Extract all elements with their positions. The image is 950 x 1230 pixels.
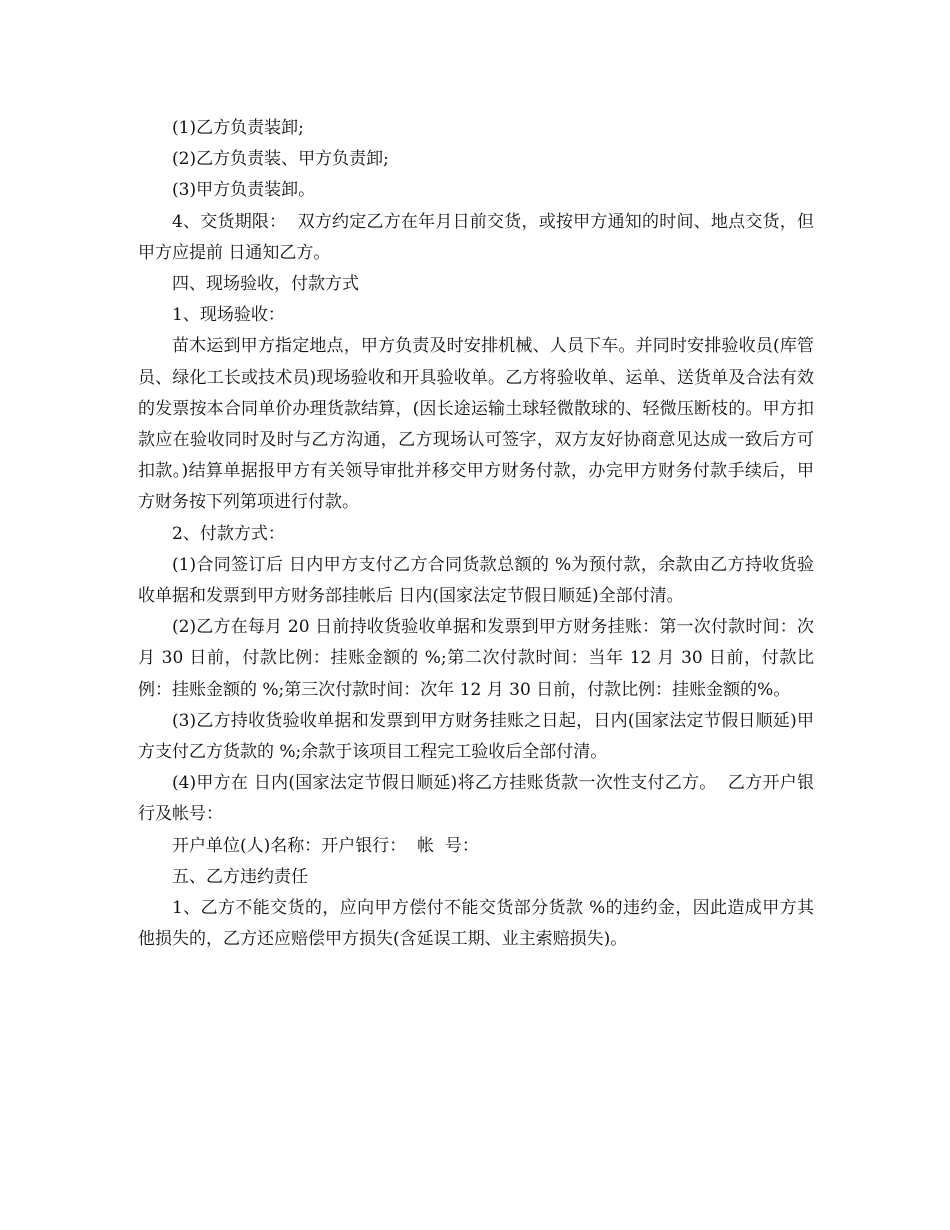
paragraph-liability-1: 1、乙方不能交货的，应向甲方偿付不能交货部分货款 %的违约金，因此造成甲方其他损失的，乙方还应赔偿甲方损失(含延误工期、业主索赔损失)。 xyxy=(138,898,814,950)
paragraph-payment-3: (3)乙方持收货验收单据和发票到甲方财务挂账之日起，日内(国家法定节假日顺延)甲方支付乙方货款的 %;余款于该项目工程完工验收后全部付清。 xyxy=(138,710,814,763)
paragraph-payment-2: (2)乙方在每月 20 日前持收货验收单据和发票到甲方财务挂账：第一次付款时间：次月 30 日前，付款比例：挂账金额的 %;第二次付款时间：当年 12 月 30 日前，付款比例：挂账金额的 %;第三次付款时间：次年 12 月 30 日前，付款比例：挂账金额的%。 xyxy=(138,617,814,700)
paragraph-payment-4: (4)甲方在 日内(国家法定节假日顺延)将乙方挂账货款一次性支付乙方。 乙方开户银行及帐号： xyxy=(138,773,814,825)
paragraph-bank-account: 开户单位(人)名称：开户银行： 帐 号： xyxy=(172,835,479,856)
paragraph-delivery-period: 4、交货期限： 双方约定乙方在年月日前交货，或按甲方通知的时间、地点交货，但甲方应提前 日通知乙方。 xyxy=(138,211,814,263)
paragraph-payment-1: (1)合同签订后 日内甲方支付乙方合同货款总额的 %为预付款，余款由乙方持收货验收单据和发票到甲方财务部挂帐后 日内(国家法定节假日顺延)全部付清。 xyxy=(138,554,814,607)
document-body xyxy=(138,113,814,955)
paragraph-3: (3)甲方负责装卸。 xyxy=(172,180,316,201)
subheading-payment-method: 2、付款方式： xyxy=(172,523,285,544)
paragraph-acceptance-details: 苗木运到甲方指定地点，甲方负责及时安排机械、人员下车。并同时安排验收员(库管员、绿化工长或技术员)现场验收和开具验收单。乙方将验收单、运单、送货单及合法有效的发票按本合同单价办理货款结算，(因长途运输土球轻微散球的、轻微压断枝的。甲方扣款应在验收同时及时与乙方沟通，乙方现场认可签字，双方友好协商意见达成一致后方可扣款。)结算单据报甲方有关领导审批并移交甲方财务付款，办完甲方财务付款手续后，甲方财务按下列第项进行付款。 xyxy=(138,336,814,513)
section-heading-4: 四、现场验收，付款方式 xyxy=(172,274,359,295)
section-heading-5: 五、乙方违约责任 xyxy=(172,866,308,887)
subheading-onsite-acceptance: 1、现场验收： xyxy=(172,305,285,326)
paragraph-2: (2)乙方负责装、甲方负责卸; xyxy=(172,149,389,170)
paragraph-1: (1)乙方负责装卸; xyxy=(172,118,304,138)
